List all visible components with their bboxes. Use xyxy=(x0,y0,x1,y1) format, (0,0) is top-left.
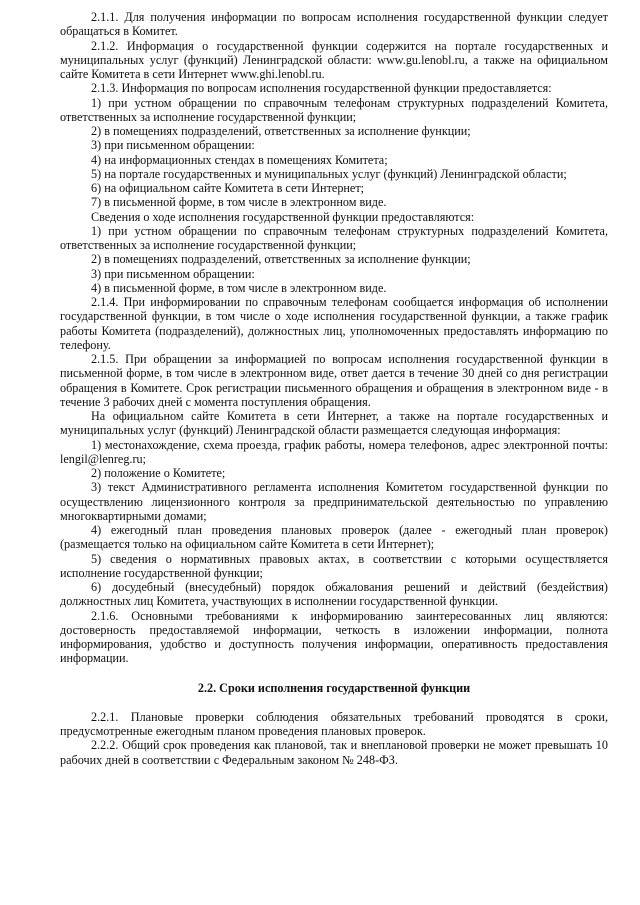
paragraph-2-2-1: 2.2.1. Плановые проверки соблюдения обязательных требований проводятся в сроки, предусмотренные ежегодным планом проведения плановых проверок. xyxy=(60,709,608,738)
list-item: 2) в помещениях подразделений, ответственных за исполнение функции; xyxy=(91,124,471,138)
list-item: 4) ежегодный план проведения плановых проверок (далее - ежегодный план проверок) (размещается только на официальном сайте Комитета в сети Интернет); xyxy=(60,523,608,552)
website-info-intro: На официальном сайте Комитета в сети Интернет, а также на портале государственных и муниципальных услуг (функций) Ленинградской области размещается следующая информация: xyxy=(60,409,608,438)
paragraph-2-1-4: 2.1.4. При информировании по справочным телефонам сообщается информация об исполнении государственной функции, в том числе о ходе исполнения государственной функции, а также график работы Комитета (подразделений), должностных лиц, уполномоченных предоставлять информацию по телефону. xyxy=(60,295,608,352)
list-item: 4) в письменной форме, в том числе в электронном виде. xyxy=(91,280,387,295)
list-item: 5) на портале государственных и муниципальных услуг (функций) Ленинградской области; xyxy=(91,166,567,181)
list-item: 1) местонахождение, схема проезда, график работы, номера телефонов, адрес электронной почты: lengil@lenreg.ru; xyxy=(60,437,608,466)
list-item: 6) досудебный (внесудебный) порядок обжалования решений и действий (бездействия) должностных лиц Комитета, участвующих в исполнении государственной функции. xyxy=(60,580,608,609)
list-item: 3) при письменном обращении: xyxy=(91,266,255,281)
paragraph-2-1-2: 2.1.2. Информация о государственной функции содержится на портале государственных и муниципальных услуг (функций) Ленинградской области: www.gu.lenobl.ru, а также на официальном сайте Комитета в сети Интернет www.ghi.lenobl.ru. xyxy=(60,38,608,81)
progress-info-intro: Сведения о ходе исполнения государственной функции предоставляются: xyxy=(91,209,475,224)
list-item: 3) при письменном обращении: xyxy=(91,138,255,153)
list-item: 2) в помещениях подразделений, ответственных за исполнение функции; xyxy=(91,252,471,267)
list-item: 2) положение о Комитете; xyxy=(91,466,226,480)
list-item: 3) текст Административного регламента исполнения Комитетом государственной функции по осуществлению лицензионного контроля за предпринимательской деятельностью по управлению многоквартирными домами; xyxy=(60,480,608,523)
list-item: 1) при устном обращении по справочным телефонам структурных подразделений Комитета, ответственных за исполнение государственной функции; xyxy=(60,223,608,252)
section-heading: 2.2. Сроки исполнения государственной функции xyxy=(197,680,471,695)
list-item: 7) в письменной форме, в том числе в электронном виде. xyxy=(91,195,387,210)
document-page xyxy=(60,10,608,767)
paragraph-2-1-1: 2.1.1. Для получения информации по вопросам исполнения государственной функции следует обращаться в Комитет. xyxy=(60,10,608,39)
list-item: 1) при устном обращении по справочным телефонам структурных подразделений Комитета, ответственных за исполнение государственной функции; xyxy=(60,95,608,124)
paragraph-2-1-5: 2.1.5. При обращении за информацией по вопросам исполнения государственной функции в письменной форме, в том числе в электронном виде, ответ дается в течение 30 дней со дня регистрации обращения в Комитете. Срок регистрации письменного обращения и обращения в электронном виде - в течение 3 рабочих дней с момента поступления обращения. xyxy=(60,352,608,409)
paragraph-2-1-6: 2.1.6. Основными требованиями к информированию заинтересованных лиц являются: достоверность предоставляемой информации, четкость в изложении информации, полнота информирования, удобство и доступность получения информации, оперативность предоставления информации. xyxy=(60,608,608,666)
paragraph-2-2-2: 2.2.2. Общий срок проведения как плановой, так и внеплановой проверки не может превышать 10 рабочих дней в соответствии с Федеральным законом № 248-ФЗ. xyxy=(60,738,608,767)
list-item: 6) на официальном сайте Комитета в сети Интернет; xyxy=(91,181,365,195)
list-item: 5) сведения о нормативных правовых актах, в соответствии с которыми осуществляется исполнение государственной функции; xyxy=(60,551,608,580)
paragraph-2-1-3: 2.1.3. Информация по вопросам исполнения государственной функции предоставляется: xyxy=(91,81,552,96)
list-item: 4) на информационных стендах в помещениях Комитета; xyxy=(91,152,388,167)
